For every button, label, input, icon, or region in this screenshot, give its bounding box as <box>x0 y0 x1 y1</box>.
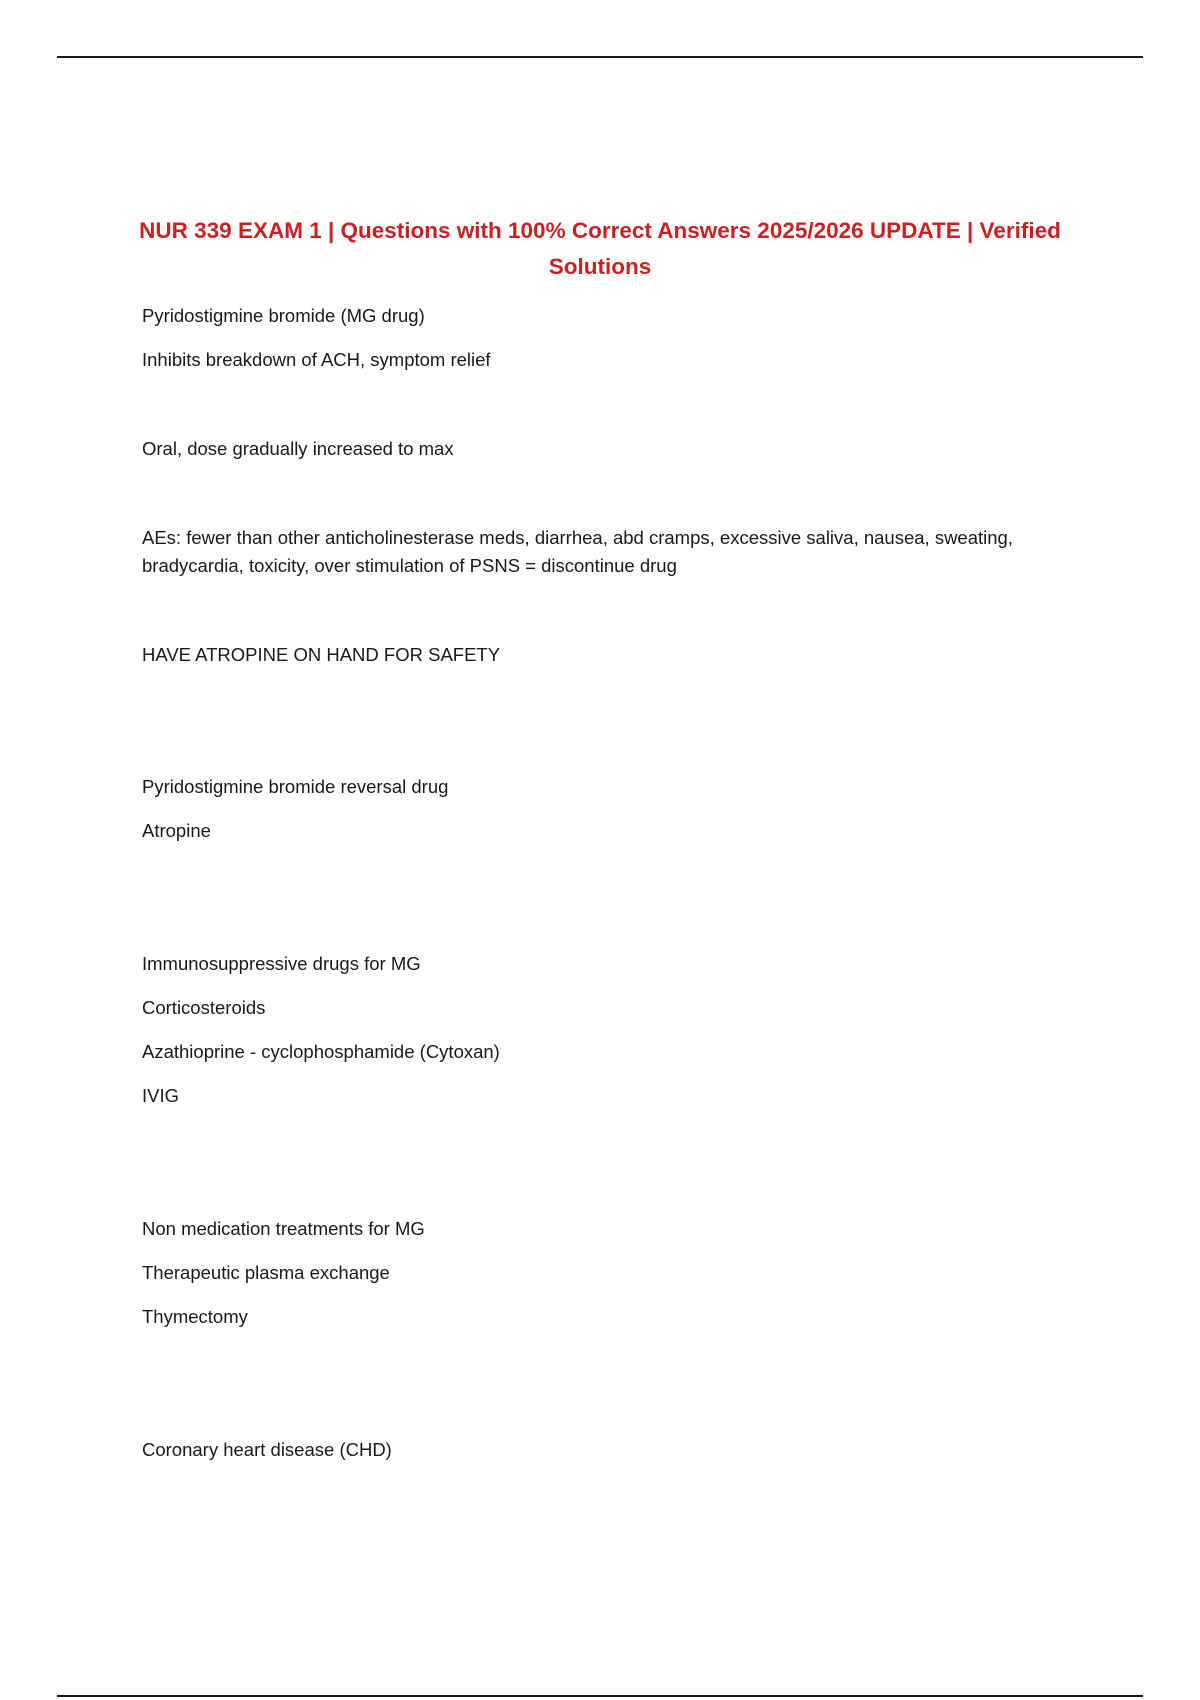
document-title: NUR 339 EXAM 1 | Questions with 100% Correct Answers 2025/2026 UPDATE | Verified Solutions <box>139 218 1061 279</box>
bottom-divider <box>57 1695 1143 1697</box>
question-text: Coronary heart disease (CHD) <box>142 1439 392 1460</box>
answer-text: Atropine <box>142 820 211 841</box>
answer-text: Thymectomy <box>142 1306 248 1327</box>
top-divider <box>57 56 1143 58</box>
answer-text: Azathioprine - cyclophosphamide (Cytoxan) <box>142 1041 500 1062</box>
answer-text: Therapeutic plasma exchange <box>142 1262 390 1283</box>
question-text: Pyridostigmine bromide (MG drug) <box>142 305 425 326</box>
answer-text: Corticosteroids <box>142 997 266 1018</box>
question-text: Pyridostigmine bromide reversal drug <box>142 776 449 797</box>
question-text: Non medication treatments for MG <box>142 1218 425 1239</box>
answer-text: IVIG <box>142 1085 180 1106</box>
answer-text: Inhibits breakdown of ACH, symptom relief <box>142 349 491 370</box>
answer-text: AEs: fewer than other anticholinesterase meds, diarrhea, abd cramps, excessive saliva, nausea, sweating, bradycardia, toxicity, over stimulation of PSNS = discontinue drug <box>142 527 1013 576</box>
answer-text: HAVE ATROPINE ON HAND FOR SAFETY <box>142 644 501 665</box>
question-text: Immunosuppressive drugs for MG <box>142 953 421 974</box>
answer-text: Oral, dose gradually increased to max <box>142 438 454 459</box>
